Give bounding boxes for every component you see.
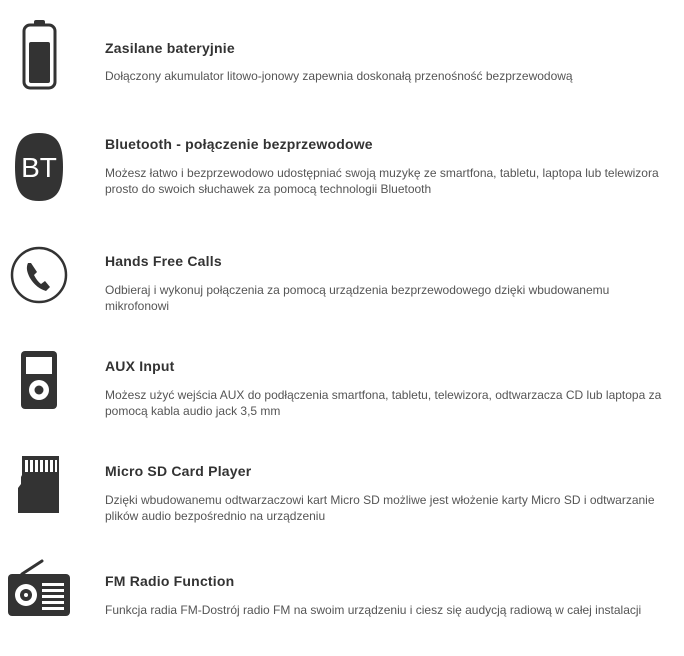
description-line: Odbieraj i wykonuj połączenia za pomocą urządzenia bezprzewodowego dzięki wbudowanemu bbox=[105, 283, 610, 297]
bluetooth-bt-icon bbox=[0, 127, 80, 207]
feature-description bbox=[105, 387, 675, 419]
feature-title: Micro SD Card Player bbox=[105, 463, 252, 479]
phone-icon bbox=[0, 242, 80, 312]
description-line: Możesz łatwo i bezprzewodowo udostępniać swoją muzykę ze smartfona, tabletu, laptopa lub telewizora bbox=[105, 166, 659, 180]
feature-title: AUX Input bbox=[105, 358, 175, 374]
feature-description bbox=[105, 602, 675, 618]
sd-card-icon bbox=[0, 452, 80, 518]
feature-title: Hands Free Calls bbox=[105, 253, 222, 269]
description-line: Dzięki wbudowanemu odtwarzaczowi kart Micro SD możliwe jest włożenie karty Micro SD i odtwarzanie bbox=[105, 493, 655, 507]
feature-description bbox=[105, 165, 675, 197]
feature-description bbox=[105, 68, 675, 84]
music-player-icon bbox=[0, 347, 80, 413]
feature-description bbox=[105, 282, 675, 314]
feature-title: FM Radio Function bbox=[105, 573, 235, 589]
battery-icon bbox=[0, 18, 80, 90]
feature-title: Zasilane bateryjnie bbox=[105, 40, 235, 56]
description-line: mikrofonowi bbox=[105, 299, 170, 313]
bt-icon-text: BT bbox=[21, 152, 57, 183]
description-line: Możesz użyć wejścia AUX do podłączenia smartfona, tabletu, telewizora, odtwarzacza CD lub laptopa za bbox=[105, 388, 662, 402]
description-line: pomocą kabla audio jack 3,5 mm bbox=[105, 404, 281, 418]
description-line: prosto do swoich słuchawek za pomocą technologii Bluetooth bbox=[105, 182, 432, 196]
feature-description bbox=[105, 492, 675, 524]
description-line: plików audio bezpośrednio na urządzeniu bbox=[105, 509, 326, 523]
description-line: Funkcja radia FM-Dostrój radio FM na swoim urządzeniu i ciesz się audycją radiową w całej instalacji bbox=[105, 603, 642, 617]
radio-icon bbox=[0, 558, 80, 620]
feature-title: Bluetooth - połączenie bezprzewodowe bbox=[105, 136, 373, 152]
description-line: Dołączony akumulator litowo-jonowy zapewnia doskonałą przenośność bezprzewodową bbox=[105, 69, 573, 83]
